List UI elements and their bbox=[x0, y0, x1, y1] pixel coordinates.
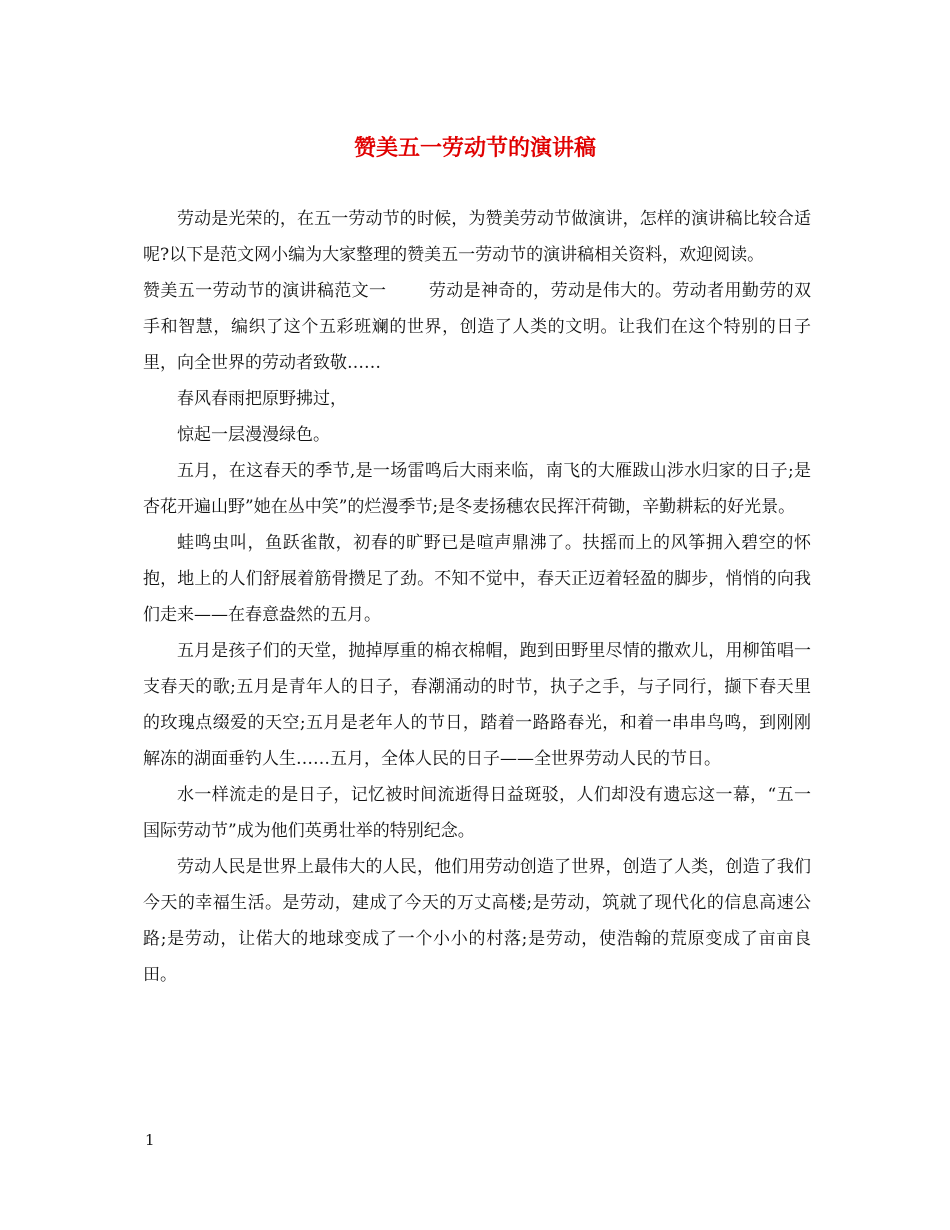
section-paragraph bbox=[143, 273, 811, 381]
body-paragraph: 五月是孩子们的天堂，抛掉厚重的棉衣棉帽，跑到田野里尽情的撒欢儿，用柳笛唱一支春天的歌;五月是青年人的日子，春潮涌动的时节，执子之手，与子同行，撷下春天里的玫瑰点缀爱的天空;五月是老年人的节日，踏着一路路春光，和着一串串鸟鸣，到刚刚解冻的湖面垂钓人生……五月，全体人民的日子——全世界劳动人民的节日。 bbox=[143, 641, 811, 769]
body-paragraph: 水一样流走的是日子，记忆被时间流逝得日益斑驳，人们却没有遗忘这一幕，“五一国际劳动节”成为他们英勇壮举的特别纪念。 bbox=[143, 785, 811, 841]
intro-paragraph: 劳动是光荣的，在五一劳动节的时候，为赞美劳动节做演讲，怎样的演讲稿比较合适呢?以下是范文网小编为大家整理的赞美五一劳动节的演讲稿相关资料，欢迎阅读。 bbox=[143, 209, 811, 265]
document-body bbox=[143, 201, 811, 993]
body-paragraph: 劳动人民是世界上最伟大的人民，他们用劳动创造了世界，创造了人类，创造了我们今天的幸福生活。是劳动，建成了今天的万丈高楼;是劳动，筑就了现代化的信息高速公路;是劳动，让偌大的地球变成了一个小小的村落;是劳动，使浩翰的荒原变成了亩亩良田。 bbox=[143, 857, 811, 985]
body-paragraph: 惊起一层漫漫绿色。 bbox=[177, 425, 330, 445]
page-number: 1 bbox=[145, 1131, 155, 1149]
body-paragraph: 春风春雨把原野拂过， bbox=[177, 389, 347, 409]
body-paragraph: 五月，在这春天的季节,是一场雷鸣后大雨来临，南飞的大雁跋山涉水归家的日子;是杏花开遍山野”她在丛中笑”的烂漫季节;是冬麦扬穗农民挥汗荷锄，辛勤耕耘的好光景。 bbox=[143, 461, 811, 517]
body-paragraph: 蛙鸣虫叫，鱼跃雀散，初春的旷野已是喧声鼎沸了。扶摇而上的风筝拥入碧空的怀抱，地上的人们舒展着筋骨攒足了劲。不知不觉中，春天正迈着轻盈的脚步，悄悄的向我们走来——在春意盎然的五月。 bbox=[143, 533, 811, 625]
section-heading: 赞美五一劳动节的演讲稿范文一 bbox=[143, 281, 387, 301]
document-title: 赞美五一劳动节的演讲稿 bbox=[353, 135, 596, 161]
section-lead: 劳动是神奇的，劳动是伟大的。劳动者用勤劳的双手和智慧，编织了这个五彩班斓的世界，创造了人类的文明。让我们在这个特别的日子里，向全世界的劳动者致敬…… bbox=[143, 281, 812, 373]
